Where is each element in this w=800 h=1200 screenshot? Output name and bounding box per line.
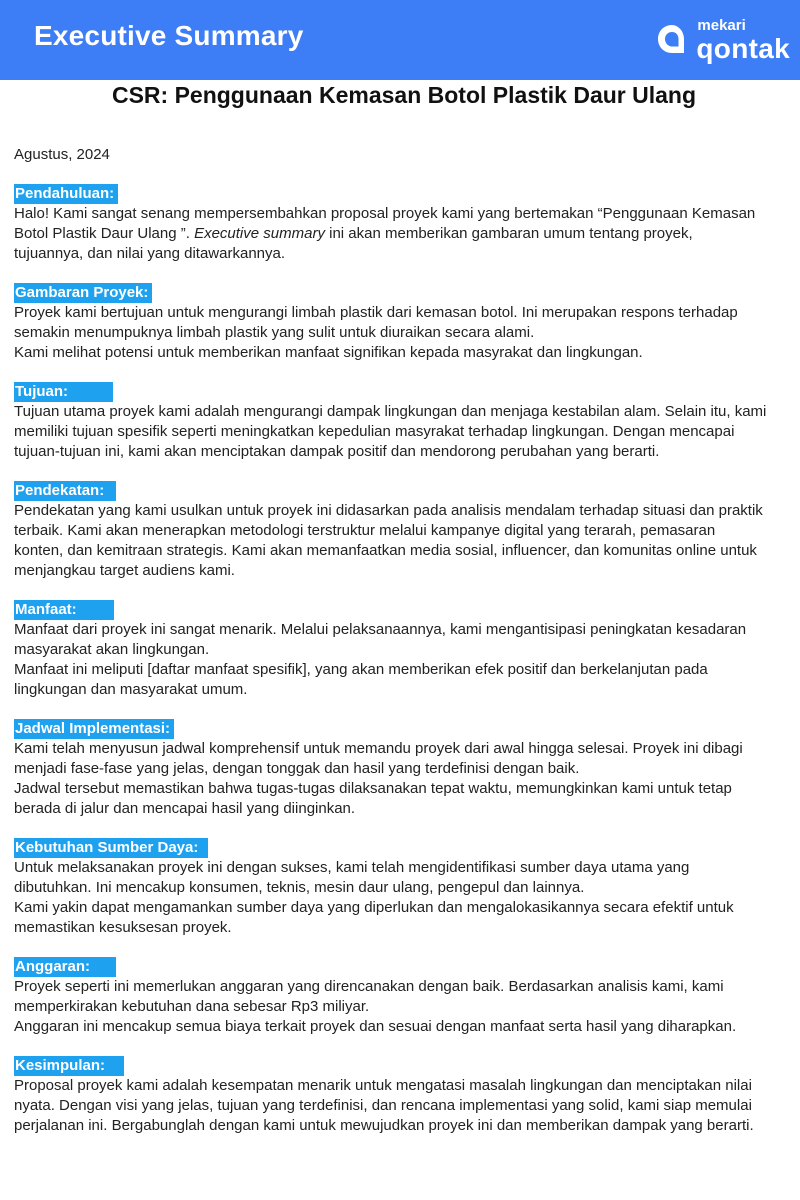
paragraph-line: Pendekatan yang kami usulkan untuk proyek ini didasarkan pada analisis mendalam terhadap situasi dan praktik [14, 502, 763, 519]
paragraph-line: menjangkau target audiens kami. [14, 562, 235, 579]
header-title: Executive Summary [34, 20, 304, 51]
paragraph-line: Halo! Kami sangat senang mempersembahkan proposal proyek kami yang bertemakan “Penggunaan Kemasan [14, 205, 756, 222]
section-heading: Pendahuluan: [14, 184, 118, 204]
paragraph-line: memperkirakan kebutuhan dana sebesar Rp3 miliyar. [14, 998, 370, 1015]
section-heading: Kebutuhan Sumber Daya: [14, 838, 208, 858]
section [14, 184, 800, 264]
section-heading: Tujuan: [14, 382, 113, 402]
paragraph-line: Kami melihat potensi untuk memberikan manfaat signifikan kepada masyrakat dan lingkungan. [14, 344, 643, 361]
document-body [14, 184, 800, 1155]
paragraph-line: memastikan kesuksesan proyek. [14, 919, 232, 936]
section-heading: Anggaran: [14, 957, 116, 977]
paragraph-line: dibutuhkan. Ini mencakup konsumen, teknis, mesin daur ulang, pengepul dan lainnya. [14, 879, 585, 896]
paragraph-line: Manfaat ini meliputi [daftar manfaat spesifik], yang akan memberikan efek positif dan berkelanjutan pada [14, 661, 708, 678]
section-heading: Manfaat: [14, 600, 114, 620]
section-heading: Jadwal Implementasi: [14, 719, 174, 739]
brand-name-small: mekari [697, 16, 746, 34]
paragraph-line: Tujuan utama proyek kami adalah mengurangi dampak lingkungan dan menjaga kestabilan alam. Selain itu, kami [14, 403, 767, 420]
section [14, 283, 800, 363]
section [14, 1056, 800, 1136]
paragraph-line: perjalanan ini. Bergabunglah dengan kami untuk mewujudkan proyek ini dan memberikan dampak yang berarti. [14, 1117, 754, 1134]
section-heading: Gambaran Proyek: [14, 283, 152, 303]
paragraph-line: Jadwal tersebut memastikan bahwa tugas-tugas dilaksanakan tepat waktu, memungkinkan kami untuk tetap [14, 780, 732, 797]
section [14, 600, 800, 700]
paragraph-line: Manfaat dari proyek ini sangat menarik. Melalui pelaksanaannya, kami mengantisipasi peningkatan kesadaran [14, 621, 747, 638]
paragraph-line: nyata. Dengan visi yang jelas, tujuan yang terdefinisi, dan rencana implementasi yang solid, kami siap memulai [14, 1097, 752, 1114]
section-heading: Pendekatan: [14, 481, 116, 501]
paragraph-line: tujuannya, dan nilai yang ditawarkannya. [14, 245, 286, 262]
document-date: Agustus, 2024 [14, 146, 110, 163]
header-banner [0, 0, 800, 80]
section [14, 838, 800, 938]
paragraph-line: Kami yakin dapat mengamankan sumber daya yang diperlukan dan mengalokasikannya secara efektif untuk [14, 899, 734, 916]
brand-name-large: qontak [696, 32, 790, 64]
paragraph-line: Anggaran ini mencakup semua biaya terkait proyek dan sesuai dengan manfaat serta hasil yang diharapkan. [14, 1018, 737, 1035]
section [14, 481, 800, 581]
paragraph-line: Untuk melaksanakan proyek ini dengan sukses, kami telah mengidentifikasi sumber daya utama yang [14, 859, 690, 876]
section [14, 382, 800, 462]
section-heading: Kesimpulan: [14, 1056, 124, 1076]
paragraph-line: tujuan-tujuan ini, kami akan menciptakan dampak positif dan mendorong perubahan yang berarti. [14, 443, 660, 460]
paragraph-line: terbaik. Kami akan menerapkan metodologi terstruktur melalui kampanye digital yang terarah, pemasaran [14, 522, 716, 539]
paragraph-line: Proyek kami bertujuan untuk mengurangi limbah plastik dari kemasan botol. Ini merupakan respons terhadap [14, 304, 738, 321]
qontak-logo-icon [656, 23, 688, 57]
paragraph-line: semakin menumpuknya limbah plastik yang sulit untuk diuraikan secara alami. [14, 324, 535, 341]
section [14, 957, 800, 1037]
emphasis-text: Executive summary [194, 225, 325, 242]
paragraph-line: masyarakat akan lingkungan. [14, 641, 210, 658]
paragraph-line: konten, dan kemitraan strategis. Kami akan memanfaatkan media sosial, influencer, dan komunitas online untuk [14, 542, 757, 559]
paragraph-line: berada di jalur dan mencapai hasil yang diinginkan. [14, 800, 356, 817]
section [14, 719, 800, 819]
paragraph-line: Kami telah menyusun jadwal komprehensif untuk memandu proyek dari awal hingga selesai. Proyek ini dibagi [14, 740, 743, 757]
paragraph-line: Proyek seperti ini memerlukan anggaran yang direncanakan dengan baik. Berdasarkan analisis kami, kami [14, 978, 724, 995]
paragraph-line: memiliki tujuan spesifik seperti meningkatkan kepedulian masyrakat terhadap lingkungan. Dengan mencapai [14, 423, 735, 440]
paragraph-line: lingkungan dan masyarakat umum. [14, 681, 248, 698]
document-title: CSR: Penggunaan Kemasan Botol Plastik Daur Ulang [111, 82, 697, 108]
brand-logo [656, 18, 790, 62]
paragraph-line: Proposal proyek kami adalah kesempatan menarik untuk mengatasi masalah lingkungan dan menciptakan nilai [14, 1077, 752, 1094]
paragraph-line: menjadi fase-fase yang jelas, dengan tonggak dan hasil yang terdefinisi dengan baik. [14, 760, 580, 777]
paragraph-line: Botol Plastik Daur Ulang ”. Executive summary ini akan memberikan gambaran umum tentang proyek, [14, 225, 693, 242]
